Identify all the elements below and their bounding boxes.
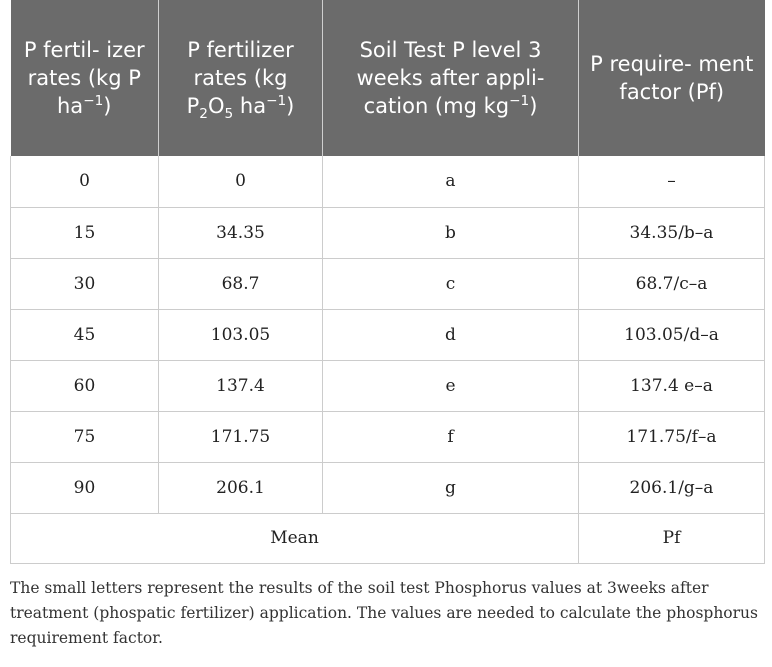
cell-rate-p: 15 xyxy=(11,207,159,258)
cell-pf: 171.75/f–a xyxy=(579,411,765,462)
header-soil-test-p-sup: −1 xyxy=(509,93,530,109)
mean-row xyxy=(11,513,765,563)
cell-soil-p: a xyxy=(323,156,579,207)
header-p-requirement-factor xyxy=(579,0,765,156)
table-row xyxy=(11,156,765,207)
table-body xyxy=(11,156,765,563)
cell-rate-p2o5: 0 xyxy=(159,156,323,207)
header-p-rate-kg-p-tail: ) xyxy=(103,94,112,118)
cell-pf: – xyxy=(579,156,765,207)
cell-rate-p: 75 xyxy=(11,411,159,462)
header-p2o5-text: P fertilizer rates (kg P xyxy=(186,38,294,118)
header-p2o5-after: ha xyxy=(233,94,267,118)
header-p2o5-sub1: 2 xyxy=(199,106,208,123)
cell-rate-p2o5: 68.7 xyxy=(159,258,323,309)
header-soil-test-p xyxy=(323,0,579,156)
cell-pf: 206.1/g–a xyxy=(579,462,765,513)
table-row xyxy=(11,207,765,258)
header-p-rate-kg-p-sup: −1 xyxy=(83,93,104,109)
header-soil-test-p-text: Soil Test P level 3 weeks after appli- cation (mg kg xyxy=(356,38,545,118)
table-row xyxy=(11,462,765,513)
table-row xyxy=(11,360,765,411)
cell-soil-p: g xyxy=(323,462,579,513)
table-row xyxy=(11,258,765,309)
cell-rate-p2o5: 137.4 xyxy=(159,360,323,411)
mean-pf: Pf xyxy=(579,513,765,563)
cell-rate-p2o5: 103.05 xyxy=(159,309,323,360)
cell-pf: 68.7/c–a xyxy=(579,258,765,309)
cell-rate-p: 45 xyxy=(11,309,159,360)
cell-rate-p2o5: 171.75 xyxy=(159,411,323,462)
header-p2o5-tail: ) xyxy=(286,94,295,118)
fertilizer-table xyxy=(10,0,765,564)
table-header xyxy=(11,0,765,156)
cell-rate-p: 30 xyxy=(11,258,159,309)
mean-label: Mean xyxy=(11,513,579,563)
cell-pf: 137.4 e–a xyxy=(579,360,765,411)
cell-pf: 103.05/d–a xyxy=(579,309,765,360)
header-p2o5-sup: −1 xyxy=(266,93,287,109)
cell-soil-p: f xyxy=(323,411,579,462)
cell-soil-p: c xyxy=(323,258,579,309)
cell-soil-p: b xyxy=(323,207,579,258)
cell-soil-p: e xyxy=(323,360,579,411)
header-pf-text: P require- ment factor (Pf) xyxy=(590,52,754,104)
cell-pf: 34.35/b–a xyxy=(579,207,765,258)
header-p-rate-kg-p2o5 xyxy=(159,0,323,156)
header-p-rate-kg-p-text: P fertil- izer rates (kg P ha xyxy=(23,38,145,118)
table-row xyxy=(11,309,765,360)
header-p2o5-mid: O xyxy=(207,94,225,118)
header-p2o5-sub2: 5 xyxy=(224,106,234,123)
table-container xyxy=(10,0,764,651)
cell-rate-p: 60 xyxy=(11,360,159,411)
table-row xyxy=(11,411,765,462)
cell-rate-p2o5: 206.1 xyxy=(159,462,323,513)
cell-rate-p: 0 xyxy=(11,156,159,207)
cell-rate-p2o5: 34.35 xyxy=(159,207,323,258)
header-soil-test-p-tail: ) xyxy=(529,94,538,118)
header-p-rate-kg-p xyxy=(11,0,159,156)
cell-soil-p: d xyxy=(323,309,579,360)
table-footnote: The small letters represent the results of the soil test Phosphorus values at 3weeks after treatment (phospatic fertilizer) application. The values are needed to calculate the phosphorus requirement factor. xyxy=(10,578,758,647)
cell-rate-p: 90 xyxy=(11,462,159,513)
